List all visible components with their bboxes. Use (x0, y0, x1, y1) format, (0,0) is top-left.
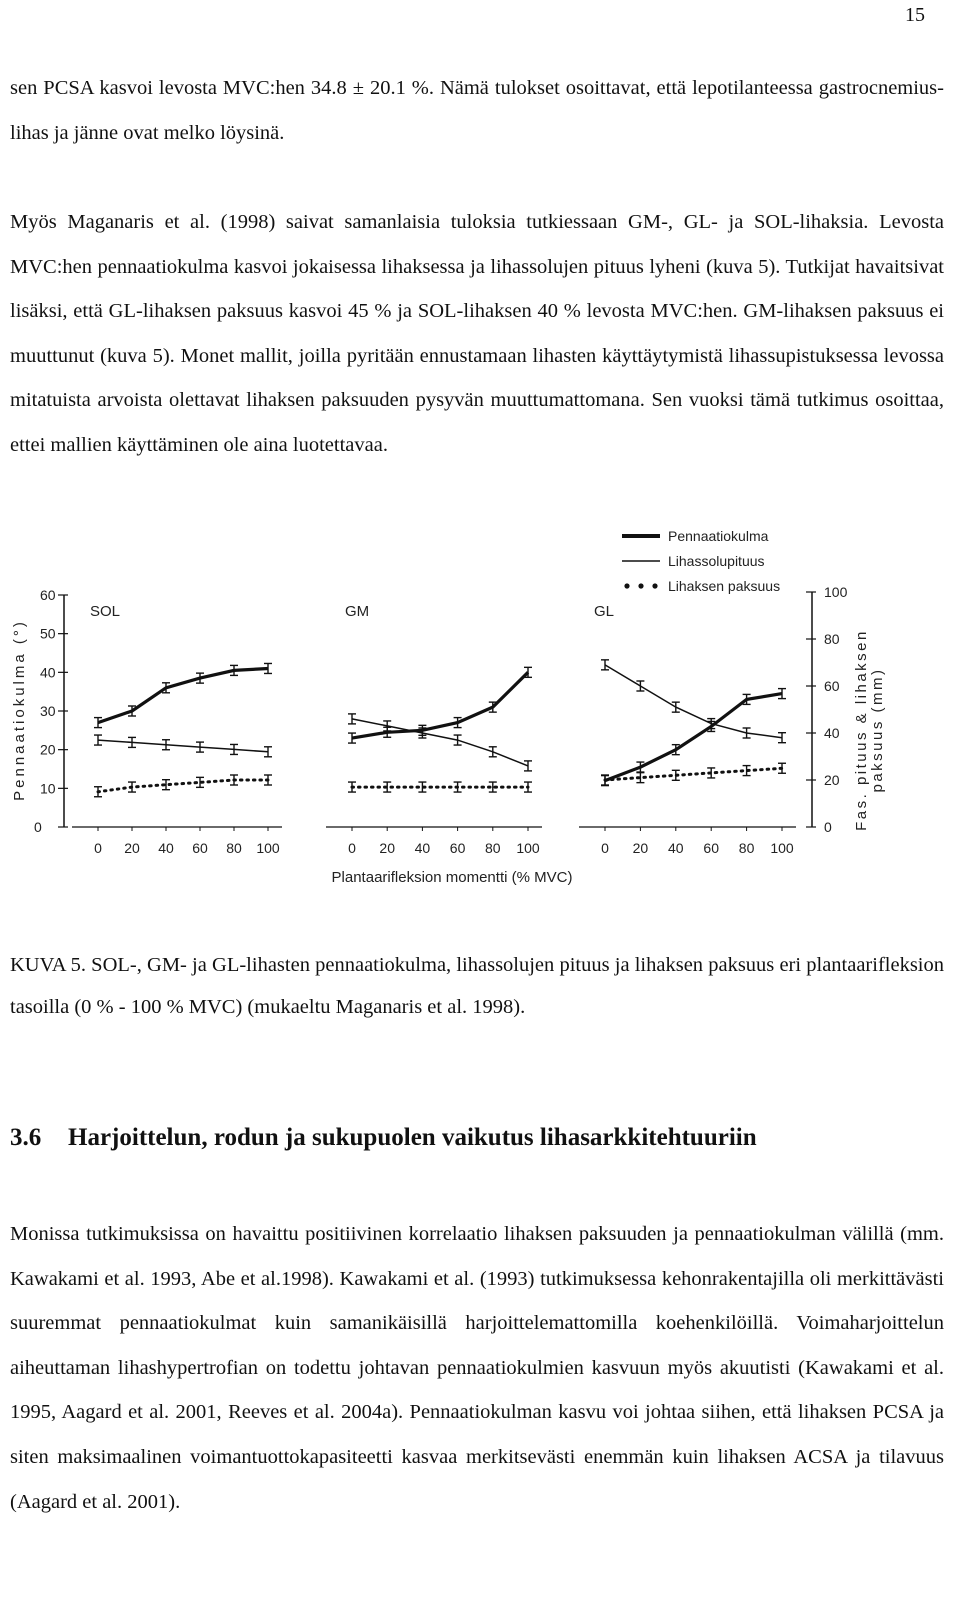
x-tick-label: 20 (379, 840, 395, 856)
panel-title: GL (594, 603, 615, 620)
x-axis-label: Plantaarifleksion momentti (% MVC) (331, 869, 573, 886)
x-tick-label: 20 (632, 840, 649, 856)
left-tick-label: 60 (40, 587, 56, 603)
left-tick-label: 30 (40, 703, 56, 719)
series-pennation-angle (352, 672, 528, 738)
x-tick-label: 60 (703, 840, 719, 856)
left-tick-label: 0 (34, 819, 42, 835)
x-tick-label: 80 (738, 840, 755, 856)
legend (622, 528, 780, 594)
x-tick-label: 100 (770, 840, 794, 856)
series-fascicle-length (98, 740, 268, 752)
section-number: 3.6 (10, 1124, 42, 1151)
x-tick-label: 0 (601, 840, 609, 856)
page-number: 15 (905, 4, 925, 26)
x-tick-label: 100 (516, 840, 540, 856)
right-axis-label-line-1: Fas. pituus & lihaksen (853, 629, 870, 831)
x-tick-label: 20 (124, 840, 140, 856)
x-tick-label: 60 (449, 840, 466, 856)
right-tick-label: 20 (824, 772, 840, 788)
panel-title: GM (345, 603, 370, 620)
panel-sol (72, 603, 282, 856)
left-tick-label: 20 (40, 741, 56, 758)
right-tick-label: 0 (824, 819, 832, 835)
left-axis-label: Pennaatiokulma (°) (11, 619, 28, 801)
legend-label: Pennaatiokulma (668, 528, 769, 544)
x-tick-label: 40 (158, 840, 174, 856)
figure-muscle-architecture (0, 520, 960, 900)
series-fascicle-length (605, 665, 782, 738)
legend-swatch-dot (624, 583, 629, 588)
x-tick-label: 80 (485, 840, 501, 856)
legend-label: Lihassolupituus (668, 553, 765, 569)
figure-caption: KUVA 5. SOL-, GM- ja GL-lihasten pennaatiokulma, lihassolujen pituus ja lihaksen paksuus eri plantaarifleksion tasoilla (0 % - 100 % MVC) (mukaeltu Maganaris et al. 1998). (10, 954, 944, 1018)
body-paragraph-3: Monissa tutkimuksissa on havaittu positiivinen korrelaatio lihaksen paksuuden ja pennaatiokulman välillä (mm. Kawakami et al. 1993, Abe et al.1998). Kawakami et al. (1993) tutkimuksessa kehonrakentajilla oli merkittävästi suuremmat pennaatiokulmat kuin samanikäisillä harjoittelemattomilla koehenkilöillä. Voimaharjoittelun aiheuttaman lihashypertrofian on todettu johtavan pennaatiokulmien kasvuun myös akuutisti (Kawakami et al. 1995, Aagard et al. 2001, Reeves et al. 2004a). Pennaatiokulman kasvu voi johtaa siihen, että lihaksen PCSA ja siten maksimaalinen voimantuottokapasiteetti kasvaa merkitsevästi enemmän kuin lihaksen ACSA ja tilavuus (Aagard et al. 2001). (10, 1223, 944, 1513)
right-axis-label-line-2: paksuus (mm) (869, 667, 886, 793)
right-tick-label: 100 (824, 584, 848, 600)
x-tick-label: 80 (226, 840, 242, 856)
x-tick-label: 0 (94, 840, 102, 856)
section-heading (10, 1124, 757, 1152)
legend-swatch-dot (652, 583, 657, 588)
series-muscle-thickness (98, 780, 268, 792)
series-pennation-angle (98, 669, 268, 723)
right-tick-label: 80 (824, 631, 840, 647)
x-tick-label: 40 (414, 840, 431, 856)
panel-gl (579, 603, 796, 856)
left-tick-label: 50 (40, 625, 56, 642)
x-tick-label: 100 (256, 840, 280, 856)
body-paragraph-2: Myös Maganaris et al. (1998) saivat samanlaisia tuloksia tutkiessaan GM-, GL- ja SOL-lihaksia. Levosta MVC:hen pennaatiokulma kasvoi jokaisessa lihaksessa ja lihassolujen pituus lyheni (kuva 5). Tutkijat havaitsivat lisäksi, että GL-lihaksen paksuus kasvoi 45 % ja SOL-lihaksen 40 % levosta MVC:hen. GM-lihaksen paksuus ei muuttunut (kuva 5). Monet mallit, joilla pyritään ennustamaan lihasten käyttäytymistä lihassupistuksessa levossa mitatuista arvoista olettavat lihaksen paksuuden pysyvän muuttumattomana. Sen vuoksi tämä tutkimus osoittaa, ettei mallien käyttäminen ole aina luotettavaa. (10, 211, 944, 456)
left-tick-label: 40 (40, 664, 56, 681)
right-tick-label: 60 (824, 678, 840, 694)
x-tick-label: 40 (668, 840, 684, 856)
x-tick-label: 0 (348, 840, 356, 856)
panels (72, 603, 796, 856)
panel-title: SOL (90, 603, 121, 620)
left-tick-label: 10 (40, 780, 56, 797)
series-pennation-angle (605, 694, 782, 781)
right-tick-label: 40 (824, 725, 840, 741)
x-tick-label: 60 (192, 840, 208, 856)
body-paragraph-1: sen PCSA kasvoi levosta MVC:hen 34.8 ± 20.1 %. Nämä tulokset osoittavat, että lepotilanteessa gastrocnemius-lihas ja jänne ovat melko löysinä. (10, 77, 944, 144)
legend-swatch-dot (638, 583, 643, 588)
legend-label: Lihaksen paksuus (668, 578, 781, 594)
section-title: Harjoittelun, rodun ja sukupuolen vaikutus lihasarkkitehtuuriin (68, 1124, 757, 1151)
axes (34, 584, 848, 835)
panel-gm (326, 603, 542, 856)
